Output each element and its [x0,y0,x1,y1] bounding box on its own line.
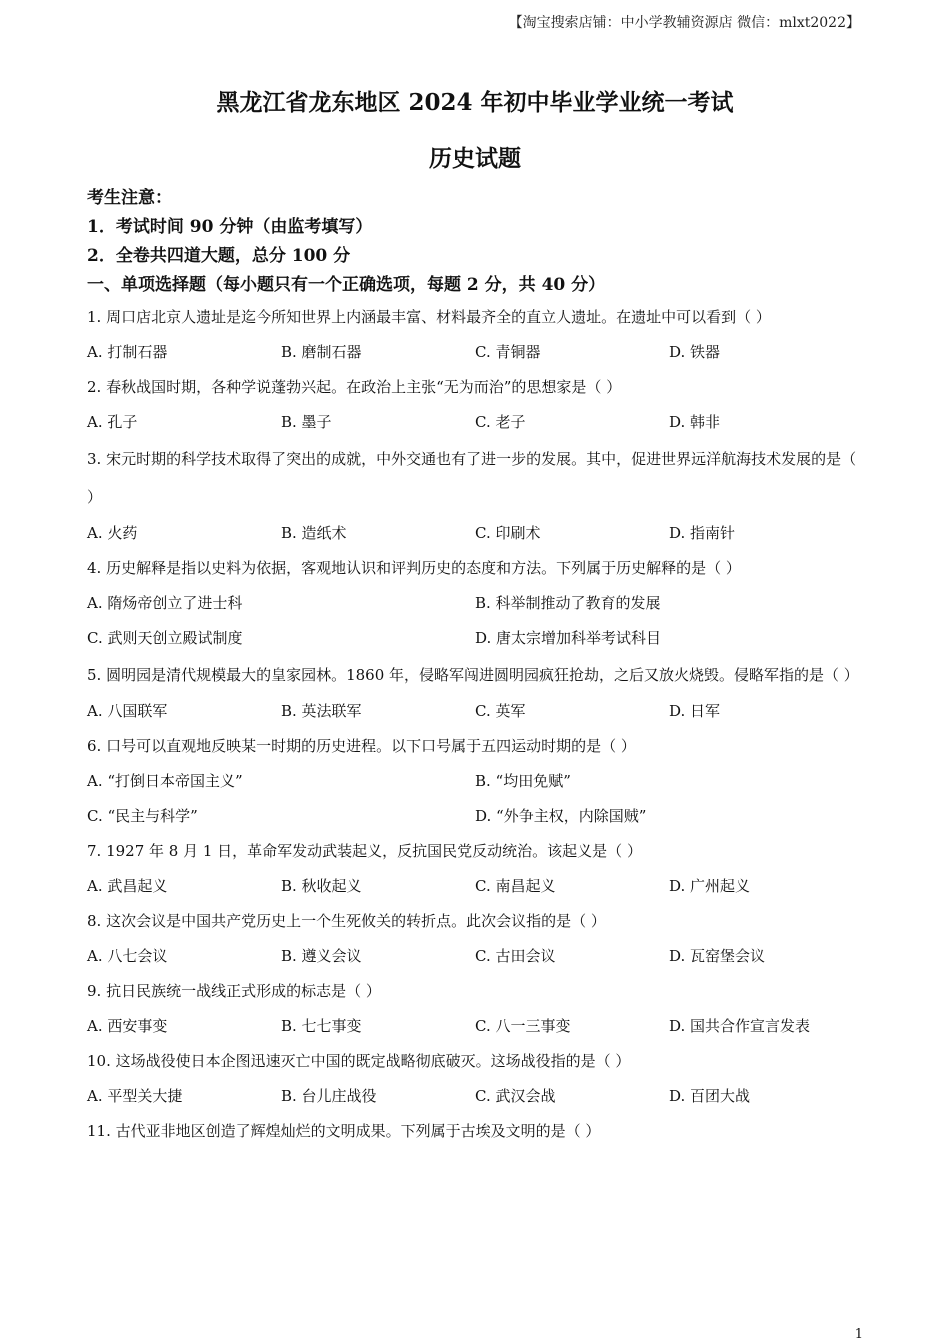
option-b: B. 墨子 [281,413,332,431]
option-row [87,1009,867,1044]
option-a: A. 隋炀帝创立了进士科 [87,594,243,612]
notice-heading: 考生注意： [87,188,172,208]
option-row [87,939,867,974]
option-row [87,1079,867,1114]
option-a: A. 八国联军 [87,702,168,720]
option-d: D. 广州起义 [669,877,751,895]
question-stem: 7. 1927 年 8 月 1 日，革命军发动武装起义，反抗国民党反动统治。该起义是（ ） [87,842,642,860]
option-c: C. 老子 [475,413,526,431]
question-stem: 3. 宋元时期的科学技术取得了突出的成就，中外交通也有了进一步的发展。其中，促进世界远洋航海技术发展的是（ ） [87,450,857,506]
option-row [87,764,867,799]
option-c: C. 武汉会战 [475,1087,556,1105]
option-b: B. 造纸术 [281,524,347,542]
option-d: D. 指南针 [669,524,736,542]
question-stem: 8. 这次会议是中国共产党历史上一个生死攸关的转折点。此次会议指的是（ ） [87,912,606,930]
exam-subtitle: 历史试题 [429,145,521,172]
question-stem: 9. 抗日民族统一战线正式形成的标志是（ ） [87,982,381,1000]
option-d: D. 铁器 [669,343,721,361]
option-row [87,621,867,656]
option-a: A. 平型关大捷 [87,1087,183,1105]
option-row [87,405,867,440]
question-stem: 4. 历史解释是指以史料为依据，客观地认识和评判历史的态度和方法。下列属于历史解释的是（ ） [87,559,741,577]
watermark-note: 【淘宝搜索店铺：中小学教辅资源店 微信：mlxt2022】 [508,15,860,31]
question-stem: 6. 口号可以直观地反映某一时期的历史进程。以下口号属于五四运动时期的是（ ） [87,737,636,755]
option-c: C. 武则天创立殿试制度 [87,629,243,647]
notice-item: 2．全卷共四道大题，总分 100 分 [87,246,351,266]
option-c: C. 古田会议 [475,947,556,965]
option-row [87,516,867,551]
option-d: D. “外争主权，内除国贼” [475,807,647,825]
question-stem: 2. 春秋战国时期，各种学说蓬勃兴起。在政治上主张“无为而治”的思想家是（ ） [87,378,622,396]
option-b: B. 科举制推动了教育的发展 [475,594,661,612]
option-b: B. 秋收起义 [281,877,362,895]
question-stem: 11. 古代亚非地区创造了辉煌灿烂的文明成果。下列属于古埃及文明的是（ ） [87,1122,601,1140]
exam-content [87,184,867,1149]
option-c: C. 八一三事变 [475,1017,571,1035]
option-d: D. 韩非 [669,413,721,431]
notice-item: 1．考试时间 90 分钟（由监考填写） [87,217,373,237]
option-c: C. 青铜器 [475,343,541,361]
question-stem: 1. 周口店北京人遗址是迄今所知世界上内涵最丰富、材料最齐全的直立人遗址。在遗址中可以看到（ ） [87,308,771,326]
option-d: D. 国共合作宣言发表 [669,1017,811,1035]
option-d: D. 日军 [669,702,721,720]
option-a: A. 打制石器 [87,343,168,361]
option-a: A. 八七会议 [87,947,168,965]
option-row [87,869,867,904]
option-a: A. 西安事变 [87,1017,168,1035]
option-b: B. 七七事变 [281,1017,362,1035]
option-d: D. 百团大战 [669,1087,751,1105]
option-c: C. 南昌起义 [475,877,556,895]
page-number: 1 [854,1327,863,1342]
option-c: C. 印刷术 [475,524,541,542]
question-stem: 5. 圆明园是清代规模最大的皇家园林。1860 年，侵略军闯进圆明园疯狂抢劫，之后又放火烧毁。侵略军指的是（ ） [87,666,859,684]
option-b: B. 遵义会议 [281,947,362,965]
option-b: B. 磨制石器 [281,343,362,361]
option-b: B. 台儿庄战役 [281,1087,377,1105]
option-a: A. 孔子 [87,413,138,431]
option-c: C. “民主与科学” [87,807,198,825]
option-row [87,335,867,370]
option-b: B. “均田免赋” [475,772,571,790]
option-a: A. 火药 [87,524,138,542]
option-a: A. “打倒日本帝国主义” [87,772,243,790]
option-c: C. 英军 [475,702,526,720]
option-row [87,799,867,834]
option-row [87,586,867,621]
section-title: 一、单项选择题（每小题只有一个正确选项，每题 2 分，共 40 分） [87,275,606,295]
option-row [87,694,867,729]
option-a: A. 武昌起义 [87,877,168,895]
option-d: D. 唐太宗增加科举考试科目 [475,629,662,647]
option-b: B. 英法联军 [281,702,362,720]
exam-title: 黑龙江省龙东地区 2024 年初中毕业学业统一考试 [216,89,734,116]
option-d: D. 瓦窑堡会议 [669,947,766,965]
question-stem: 10. 这场战役使日本企图迅速灭亡中国的既定战略彻底破灭。这场战役指的是（ ） [87,1052,631,1070]
